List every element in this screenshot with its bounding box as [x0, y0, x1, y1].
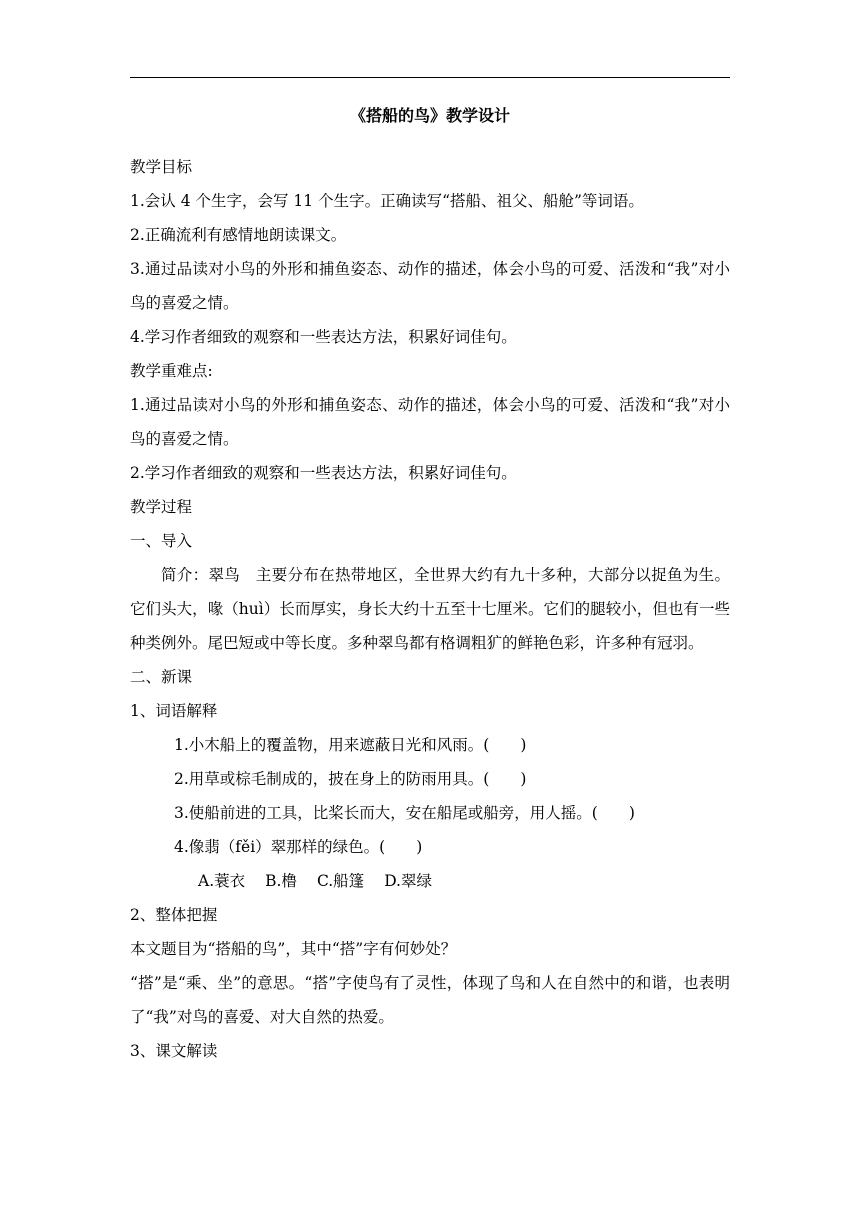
- vocab-heading: 1、词语解释: [130, 702, 218, 720]
- document-title: 《搭船的鸟》教学设计: [349, 106, 510, 125]
- goal-item-4: 4.学习作者细致的观察和一些表达方法，积累好词佳句。: [130, 328, 517, 346]
- intro-paragraph: 简介：翠鸟 主要分布在热带地区，全世界大约有九十多种，大部分以捉鱼为生。它们头大，喙（huì）长而厚实，身长大约十五至十七厘米。它们的腿较小，但也有一些种类例外。尾巴短或中等长度。多种翠鸟都有格调粗犷的鲜艳色彩，许多种有冠羽。: [130, 566, 730, 652]
- overall-answer: “搭”是“乘、坐”的意思。“搭”字使鸟有了灵性，体现了鸟和人在自然中的和谐，也表明了“我”对鸟的喜爱、对大自然的热爱。: [130, 974, 730, 1026]
- document-body: [130, 100, 730, 1068]
- overall-question: 本文题目为“搭船的鸟”，其中“搭”字有何妙处？: [130, 940, 457, 958]
- vocab-item-4: 4.像翡（fěi）翠那样的绿色。( ): [174, 838, 423, 856]
- vocab-item-3: 3.使船前进的工具，比桨长而大，安在船尾或船旁，用人摇。( ): [174, 804, 635, 822]
- header-rule: [130, 77, 730, 78]
- vocab-option-d: D.翠绿: [384, 872, 432, 890]
- goal-item-3: 3.通过品读对小鸟的外形和捕鱼姿态、动作的描述，体会小鸟的可爱、活泼和“我”对小鸟的喜爱之情。: [130, 260, 730, 312]
- section-1-heading: 一、导入: [130, 532, 193, 550]
- process-heading: 教学过程: [130, 498, 193, 516]
- goal-item-2: 2.正确流利有感情地朗读课文。: [130, 226, 347, 244]
- vocab-option-a: A.蓑衣: [198, 872, 246, 890]
- key-points-heading: 教学重难点:: [130, 362, 213, 380]
- goal-item-1: 1.会认 4 个生字，会写 11 个生字。正确读写“搭船、祖父、船舱”等词语。: [130, 192, 644, 210]
- overall-heading: 2、整体把握: [130, 906, 218, 924]
- key-point-2: 2.学习作者细致的观察和一些表达方法，积累好词佳句。: [130, 464, 517, 482]
- vocab-option-c: C.船篷: [316, 872, 365, 890]
- vocab-item-1: 1.小木船上的覆盖物，用来遮蔽日光和风雨。( ): [174, 736, 527, 754]
- key-point-1: 1.通过品读对小鸟的外形和捕鱼姿态、动作的描述，体会小鸟的可爱、活泼和“我”对小鸟的喜爱之情。: [130, 396, 730, 448]
- vocab-options: [130, 864, 730, 898]
- vocab-item-2: 2.用草或棕毛制成的，披在身上的防雨用具。( ): [174, 770, 527, 788]
- section-2-heading: 二、新课: [130, 668, 193, 686]
- goals-heading: 教学目标: [130, 158, 193, 176]
- reading-heading: 3、课文解读: [130, 1042, 218, 1060]
- vocab-option-b: B.橹: [265, 872, 297, 890]
